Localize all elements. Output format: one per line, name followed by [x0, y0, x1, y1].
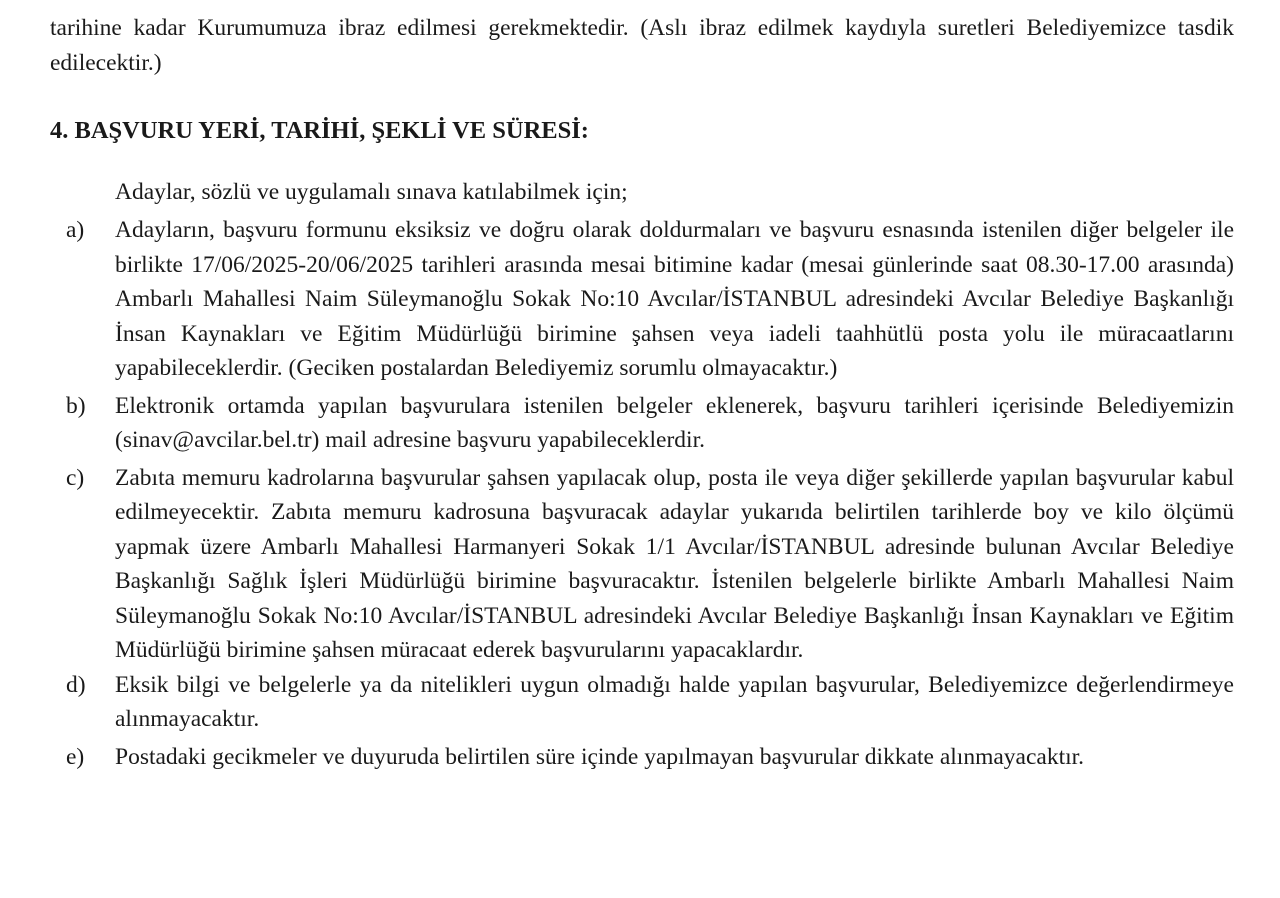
list-marker: d): [66, 671, 86, 698]
intro-paragraph: Adaylar, sözlü ve uygulamalı sınava katılabilmek için;: [115, 179, 628, 205]
application-rules-list: [66, 213, 1234, 774]
list-marker: c): [66, 464, 85, 491]
list-item: [66, 740, 1234, 775]
list-item-text: Zabıta memuru kadrolarına başvurular şahsen yapılacak olup, posta ile veya diğer şekillerde yapılan başvurular kabul edilmeyecektir. Zabıta memuru kadrosuna başvuracak adaylar yukarıda belirtilen tarihlerde boy ve kilo ölçümü yapmak üzere Ambarlı Mahallesi Harmanyeri Sokak 1/1 Avcılar/İSTANBUL adresinde bulunan Avcılar Belediye Başkanlığı Sağlık İşleri Müdürlüğü birimine başvuracaktır. İstenilen belgelerle birlikte Ambarlı Mahallesi Naim Süleymanoğlu Sokak No:10 Avcılar/İSTANBUL adresindeki Avcılar Belediye Başkanlığı İnsan Kaynakları ve Eğitim Müdürlüğü birimine şahsen müracaat ederek başvurularını yapacaklardır.: [115, 464, 1234, 663]
list-item-text: Eksik bilgi ve belgelerle ya da nitelikleri uygun olmadığı halde yapılan başvurular, Belediyemizce değerlendirmeye alınmayacaktır.: [115, 671, 1234, 732]
list-item: [66, 461, 1234, 668]
list-marker: a): [66, 217, 85, 243]
list-marker: b): [66, 392, 86, 419]
list-item: [66, 389, 1234, 458]
continuation-paragraph: tarihine kadar Kurumumuza ibraz edilmesi gerekmektedir. (Aslı ibraz edilmek kaydıyla suretleri Belediyemizce tasdik edilecektir.): [50, 15, 1234, 76]
section-heading: 4. BAŞVURU YERİ, TARİHİ, ŞEKLİ VE SÜRESİ:: [50, 117, 589, 144]
list-item: [66, 668, 1234, 737]
list-item-text: Postadaki gecikmeler ve duyuruda belirtilen süre içinde yapılmayan başvurular dikkate alınmayacaktır.: [115, 743, 1085, 770]
list-item-text: Adayların, başvuru formunu eksiksiz ve doğru olarak doldurmaları ve başvuru esnasında istenilen diğer belgeler ile birlikte 17/06/2025-20/06/2025 tarihleri arasında mesai bitimine kadar (mesai günlerinde saat 08.30-17.00 arasında) Ambarlı Mahallesi Naim Süleymanoğlu Sokak No:10 Avcılar/İSTANBUL adresindeki Avcılar Belediye Başkanlığı İnsan Kaynakları ve Eğitim Müdürlüğü birimine şahsen veya iadeli taahhütlü posta yolu ile müracaatlarını yapabileceklerdir. (Geciken postalardan Belediyemiz sorumlu olmayacaktır.): [115, 217, 1234, 381]
list-item-text: Elektronik ortamda yapılan başvurulara istenilen belgeler eklenerek, başvuru tarihleri içerisinde Belediyemizin (sinav@avcilar.bel.tr) mail adresine başvuru yapabileceklerdir.: [115, 392, 1234, 453]
list-marker: e): [66, 743, 85, 770]
list-item: [66, 213, 1234, 386]
